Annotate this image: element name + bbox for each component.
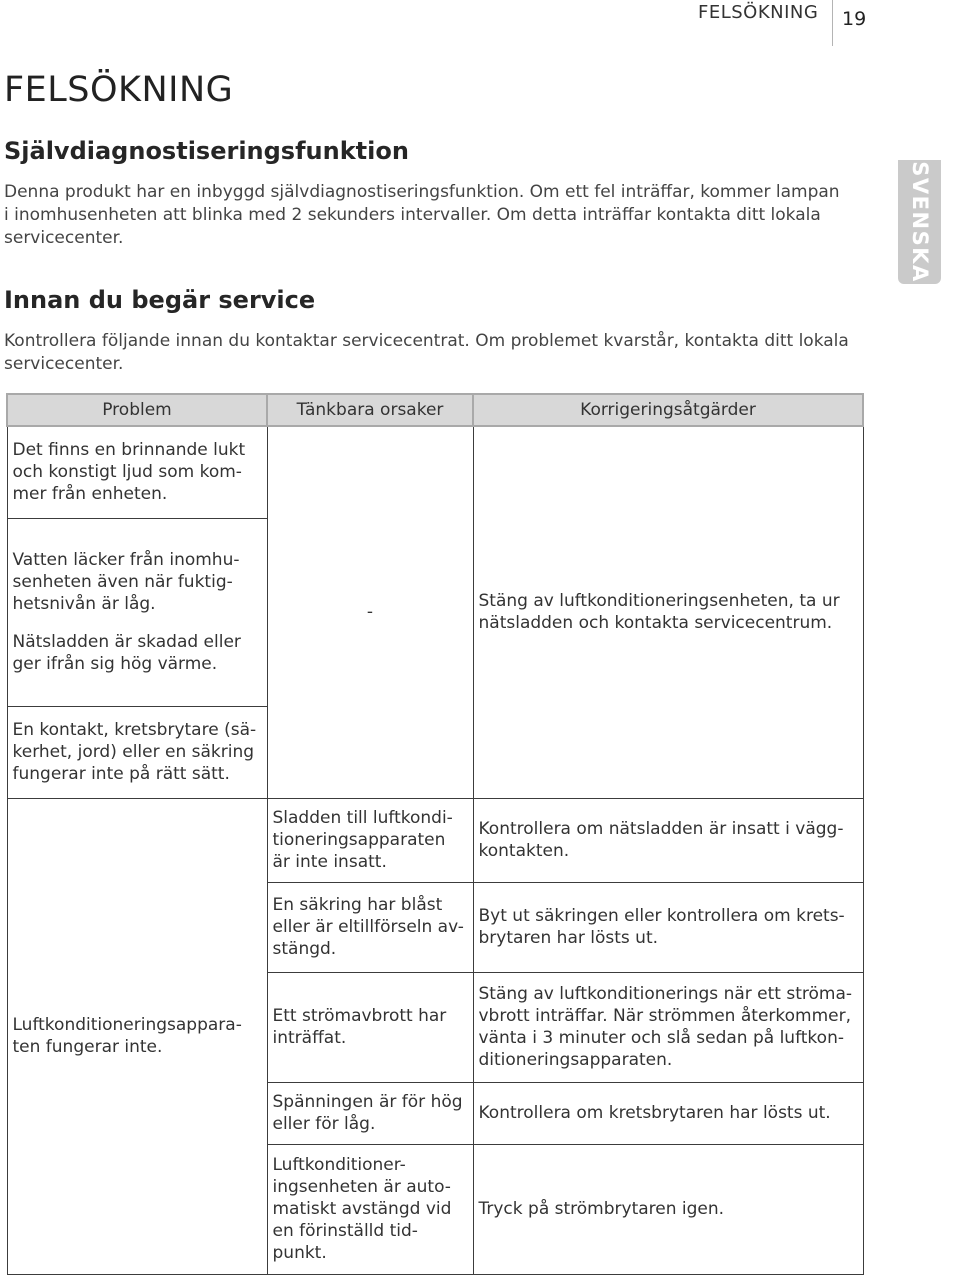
cause-cell: -	[267, 426, 473, 798]
column-header-actions: Korrigeringsåtgärder	[473, 394, 863, 426]
problem-cell	[7, 706, 267, 798]
cell-line: mer från enheten.	[12, 484, 168, 505]
column-header-causes: Tänkbara orsaker	[267, 394, 473, 426]
cause-cell	[267, 1144, 473, 1274]
column-header-problem: Problem	[7, 394, 267, 426]
cell-line: Stäng av luftkonditionerings när ett ströma-	[478, 984, 852, 1004]
cell-line: Tryck på strömbrytaren igen.	[478, 1199, 725, 1219]
language-tab	[898, 160, 941, 284]
cell-line: ten fungerar inte.	[12, 1037, 163, 1057]
problem-cell	[7, 426, 267, 518]
action-cell	[473, 426, 863, 798]
cell-line: Byt ut säkringen eller kontrollera om krets-	[478, 906, 845, 926]
cell-line: är inte insatt.	[272, 852, 387, 872]
cell-line: ger ifrån sig hög värme.	[12, 654, 218, 674]
cause-cell	[267, 1082, 473, 1144]
cell-line: Luftkonditioner-	[272, 1155, 406, 1175]
table-header-row	[7, 394, 863, 426]
text-line: servicecenter.	[4, 228, 124, 248]
cell-line: Sladden till luftkondi-	[272, 808, 453, 828]
cell-line: eller är eltillförseln av-	[272, 917, 464, 937]
cell-line: Ett strömavbrott har	[272, 1006, 447, 1026]
cell-line: vbrott inträffar. När strömmen återkommer,	[478, 1006, 852, 1026]
cell-line: punkt.	[272, 1243, 327, 1263]
cell-line: En säkring har blåst	[272, 895, 443, 915]
cell-line: och konstigt ljud som kom-	[12, 462, 242, 483]
cell-line: tioneringsapparaten	[272, 830, 446, 850]
text-line: i inomhusenheten att blinka med 2 sekunders intervaller. Om detta inträffar kontakta ditt lokala	[4, 205, 821, 225]
cell-line: hetsnivån är låg.	[12, 594, 156, 614]
problem-entry	[13, 631, 262, 675]
action-cell	[473, 1144, 863, 1274]
action-cell	[473, 882, 863, 972]
cell-line: brytaren har lösts ut.	[478, 928, 659, 948]
cause-cell	[267, 882, 473, 972]
problem-cell	[7, 798, 267, 1274]
action-cell	[473, 1082, 863, 1144]
text-line: Kontrollera följande innan du kontaktar servicecentrat. Om problemet kvarstår, kontakta ditt lokala	[4, 331, 849, 351]
cell-line: Kontrollera om kretsbrytaren har lösts ut.	[478, 1103, 831, 1123]
cell-line: senheten även när fuktig-	[12, 572, 233, 592]
self-diagnosis-heading: Självdiagnostiseringsfunktion	[4, 137, 409, 165]
before-service-heading: Innan du begär service	[4, 286, 316, 314]
cell-line: nätsladden och kontakta servicecentrum.	[478, 613, 833, 634]
text-line: servicecenter.	[4, 354, 124, 374]
cause-cell	[267, 972, 473, 1082]
page-title: FELSÖKNING	[4, 70, 234, 110]
cause-cell	[267, 798, 473, 882]
cell-line: Kontrollera om nätsladden är insatt i vägg-	[478, 819, 844, 839]
before-service-text	[4, 330, 884, 376]
cell-line: inträffat.	[272, 1028, 347, 1048]
cell-line: eller för låg.	[272, 1114, 376, 1134]
cell-line: Vatten läcker från inomhu-	[12, 550, 240, 570]
cell-line: En kontakt, kretsbrytare (sä-	[12, 720, 257, 740]
cell-line: fungerar inte på rätt sätt.	[12, 764, 230, 784]
action-cell	[473, 798, 863, 882]
problem-cell	[7, 518, 267, 706]
troubleshooting-table	[6, 393, 864, 1275]
cell-line: matiskt avstängd vid	[272, 1199, 452, 1219]
text-line: Denna produkt har en inbyggd självdiagnostiseringsfunktion. Om ett fel inträffar, kommer lampan	[4, 182, 840, 202]
cell-line: en förinställd tid-	[272, 1221, 418, 1241]
cell-line: Nätsladden är skadad eller	[12, 632, 241, 652]
cell-line: stängd.	[272, 939, 337, 959]
cell-line: kontakten.	[478, 841, 570, 861]
page-number: 19	[842, 8, 867, 30]
problem-entry	[13, 549, 262, 615]
cell-line: ingsenheten är auto-	[272, 1177, 451, 1197]
action-cell	[473, 972, 863, 1082]
cell-line: Spänningen är för hög	[272, 1092, 463, 1112]
cell-line: kerhet, jord) eller en säkring	[12, 742, 255, 762]
cell-line: Det finns en brinnande lukt	[12, 440, 246, 461]
self-diagnosis-text	[4, 181, 884, 250]
running-header-section: FELSÖKNING	[698, 2, 819, 23]
cell-line: ditioneringsapparaten.	[478, 1050, 673, 1070]
cell-line: Luftkonditioneringsappara-	[12, 1015, 242, 1035]
header-divider	[832, 0, 833, 46]
cell-line: vänta i 3 minuter och slå sedan på luftkon-	[478, 1028, 844, 1048]
table-row	[7, 426, 863, 518]
table-row	[7, 798, 863, 882]
cell-line: Stäng av luftkonditioneringsenheten, ta ur	[478, 591, 840, 612]
language-tab-label: SVENSKA	[907, 161, 932, 283]
